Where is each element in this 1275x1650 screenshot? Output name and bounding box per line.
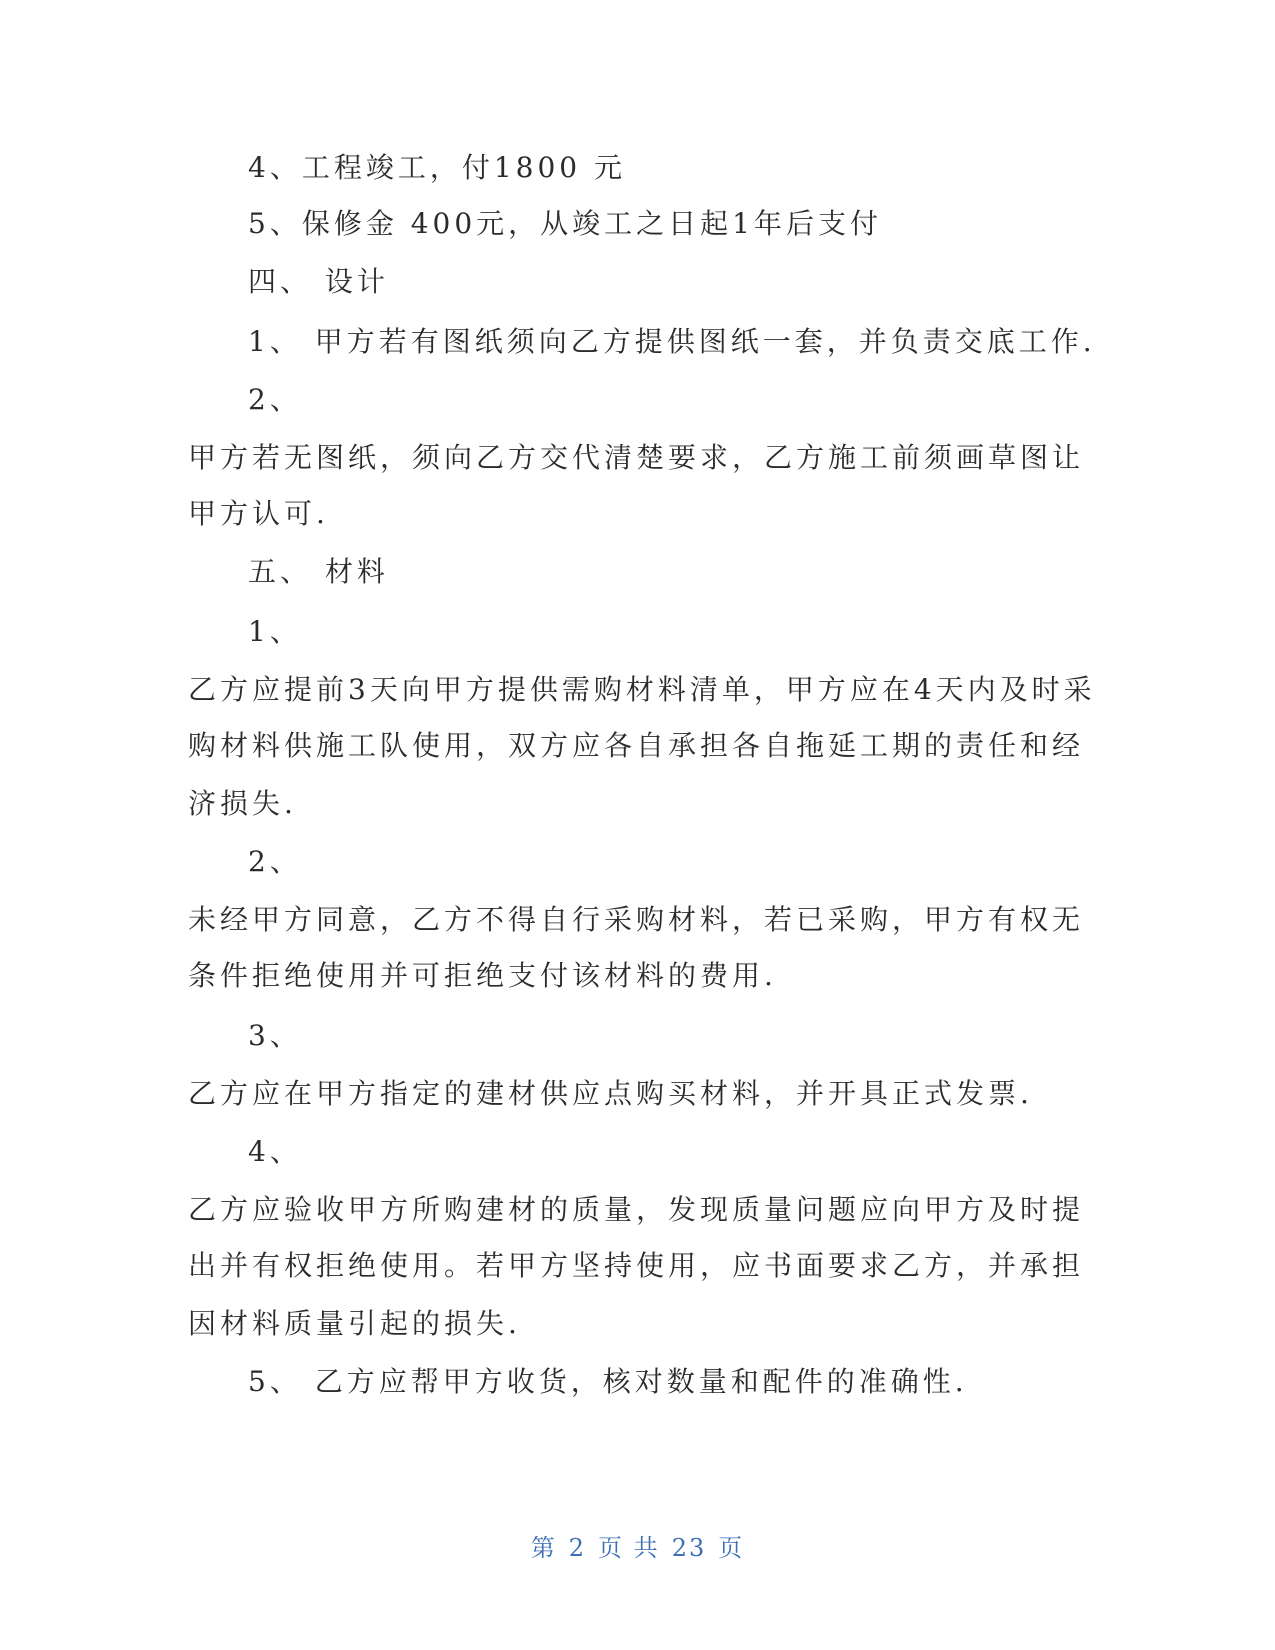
section-heading-design: 四、 设计: [248, 265, 389, 298]
section-heading-materials: 五、 材料: [248, 555, 389, 588]
footer-prefix: 第: [530, 1534, 557, 1562]
materials-item-3-text: 乙方应在甲方指定的建材供应点购买材料，并开具正式发票.: [188, 1077, 1033, 1110]
design-item-2-text: 甲方若无图纸，须向乙方交代清楚要求，乙方施工前须画草图让: [188, 441, 1085, 474]
materials-item-4-text-cont: 出并有权拒绝使用。若甲方坚持使用，应书面要求乙方，并承担: [188, 1249, 1085, 1282]
materials-item-3-number: 3、: [248, 1019, 302, 1052]
payment-item-5: 5、保修金 400元，从竣工之日起1年后支付: [248, 207, 882, 240]
materials-item-1-number: 1、: [248, 615, 302, 648]
design-item-1: 1、 甲方若有图纸须向乙方提供图纸一套，并负责交底工作.: [248, 325, 1096, 358]
materials-item-1-text: 乙方应提前3天向甲方提供需购材料清单，甲方应在4天内及时采: [188, 673, 1096, 706]
footer-mid: 页 共: [598, 1534, 660, 1562]
materials-item-2-text: 未经甲方同意，乙方不得自行采购材料，若已采购，甲方有权无: [188, 903, 1085, 936]
design-item-2-text-cont: 甲方认可.: [188, 497, 329, 530]
materials-item-1-text-end: 济损失.: [188, 787, 297, 820]
footer-total-pages: 23: [671, 1534, 707, 1562]
footer-suffix: 页: [718, 1534, 745, 1562]
materials-item-5: 5、 乙方应帮甲方收货，核对数量和配件的准确性.: [248, 1365, 968, 1398]
footer-current-page: 2: [568, 1534, 587, 1562]
materials-item-4-number: 4、: [248, 1135, 302, 1168]
materials-item-4-text-end: 因材料质量引起的损失.: [188, 1307, 521, 1340]
materials-item-2-number: 2、: [248, 845, 302, 878]
design-item-2-number: 2、: [248, 383, 302, 416]
materials-item-1-text-cont: 购材料供施工队使用，双方应各自承担各自拖延工期的责任和经: [188, 729, 1085, 762]
materials-item-4-text: 乙方应验收甲方所购建材的质量，发现质量问题应向甲方及时提: [188, 1193, 1085, 1226]
page-footer: [0, 1528, 1275, 1563]
payment-item-4: 4、工程竣工，付1800 元: [248, 151, 626, 184]
materials-item-2-text-cont: 条件拒绝使用并可拒绝支付该材料的费用.: [188, 959, 777, 992]
